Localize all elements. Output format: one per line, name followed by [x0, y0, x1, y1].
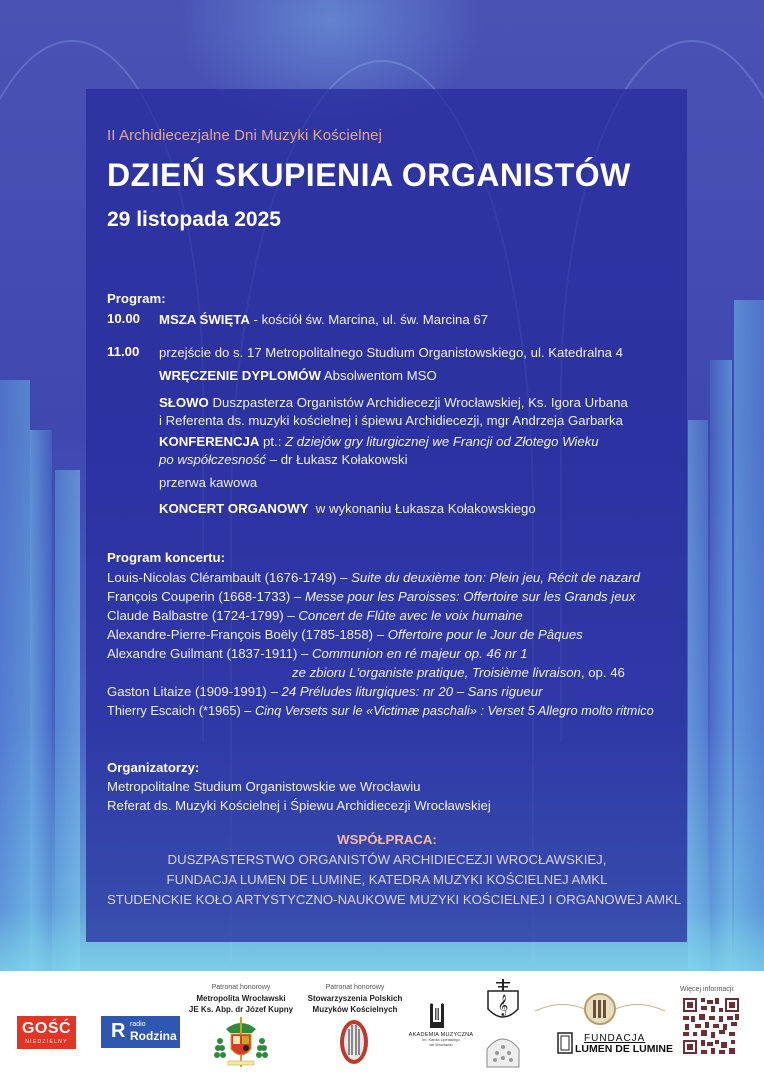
akademia-muzyczna-logo — [398, 1032, 484, 1048]
organizer-line: Referat ds. Muzyki Kościelnej i Śpiewu Archidiecezji Wrocławskiej — [107, 798, 491, 813]
patron-stowarzyszenie — [305, 982, 405, 1015]
patron-name: Metropolita Wrocławski — [196, 994, 286, 1003]
patron-label: Patronat honorowy — [211, 984, 271, 991]
program-item-text: przejście do s. 17 Metropolitalnego Studium Organistowskiego, ul. Katedralna 4 — [159, 345, 624, 360]
logo-text: FUNDACJA — [584, 1033, 646, 1044]
work-title: Suite du deuxième ton: Plein jeu, Récit de nazard — [351, 570, 640, 585]
composer: Alexandre Guilmant (1837-1911) – — [107, 646, 313, 661]
program-item-title: KONFERENCJA — [159, 434, 260, 449]
concert-item — [107, 588, 636, 606]
composer: Alexandre-Pierre-François Boëly (1785-1858) – — [107, 627, 388, 642]
logo-text: GOŚĆ — [21, 1020, 72, 1037]
patron-label: Patronat honorowy — [325, 984, 385, 991]
work-title: Cinq Versets sur le «Victimæ paschali» : Verset 5 Allegro molto ritmico — [254, 703, 654, 718]
program-time: 10.00 — [107, 311, 141, 326]
work-title: Concert de Flûte avec le voix humaine — [298, 608, 523, 623]
program-item-text: Duszpasterza Organistów Archidiecezji Wrocławskiej, Ks. Igora Urbana — [208, 395, 628, 410]
event-series: II Archidiecezjalne Dni Muzyki Kościelnej — [107, 127, 383, 144]
program-item-text: i Referenta ds. muzyki kościelnej i śpiewu Archidiecezji, mgr Andrzeja Garbarka — [159, 413, 623, 428]
program-item-text: - kościół św. Marcina, ul. św. Marcina 67 — [249, 312, 489, 327]
program-item-text: pt.: — [259, 434, 286, 449]
cooperation-section — [107, 830, 682, 910]
work-opus: , op. 46 — [580, 665, 625, 680]
qr-label: Więcej informacji: — [680, 986, 735, 993]
cooperation-line: FUNDACJA LUMEN DE LUMINE, KATEDRA MUZYKI KOŚCIELNEJ AMKL — [166, 872, 608, 887]
concert-item — [107, 645, 528, 663]
lyre-icon — [427, 1002, 447, 1032]
program-item-title: SŁOWO — [159, 395, 209, 410]
coat-of-arms-icon — [212, 1015, 270, 1071]
work-title: Offertoire pour le Jour de Pâques — [387, 627, 583, 642]
concert-program-heading: Program koncertu: — [107, 550, 225, 565]
book-icon — [557, 1032, 573, 1054]
svg-text:𝄞: 𝄞 — [497, 995, 509, 1016]
program-item-title: KONCERT ORGANOWY — [159, 501, 309, 516]
program-item-text: Absolwentom MSO — [320, 368, 437, 383]
organists-crest-icon — [485, 979, 521, 1027]
work-title: 24 Préludes liturgiques: nr 20 – Sans rigueur — [281, 684, 543, 699]
cathedral-window-icon — [485, 1031, 521, 1069]
lecture-title: po współczesność — [159, 452, 267, 467]
organ-society-emblem-icon — [339, 1019, 369, 1065]
organizers-heading: Organizatorzy: — [107, 760, 200, 775]
composer: Louis-Nicolas Clérambault (1676-1749) – — [107, 570, 352, 585]
content-panel — [86, 89, 687, 942]
concert-item-note — [292, 664, 625, 682]
lecture-speaker: – dr Łukasz Kołakowski — [266, 452, 408, 467]
lecture-title: Z dziejów gry liturgicznej we Francji od Złotego Wieku — [285, 434, 599, 449]
logo-subtext: we Wrocławiu — [429, 1043, 453, 1047]
lumen-de-lumine-emblem-icon — [530, 989, 670, 1029]
program-item-text: w wykonaniu Łukasza Kołakowskiego — [308, 501, 536, 516]
composer: Gaston Litaize (1909-1991) – — [107, 684, 282, 699]
logo-subtext: im. Karola Lipińskiego — [422, 1038, 460, 1042]
organizer-line: Metropolitalne Studium Organistowskie we Wrocławiu — [107, 779, 421, 794]
logo-subtext: NIEDZIELNY — [25, 1039, 68, 1045]
patron-name: Stowarzyszenia Polskich — [307, 994, 403, 1003]
patron-metropolita — [186, 982, 296, 1015]
program-item-title: MSZA ŚWIĘTA — [159, 312, 250, 327]
cooperation-line: STUDENCKIE KOŁO ARTYSTYCZNO-NAUKOWE MUZYKI KOŚCIELNEJ I ORGANOWEJ AMKL — [107, 892, 682, 907]
composer: Claude Balbastre (1724-1799) – — [107, 608, 299, 623]
program-item-diplomas — [159, 367, 437, 385]
cooperation-line: DUSZPASTERSTWO ORGANISTÓW ARCHIDIECEZJI WROCŁAWSKIEJ, — [167, 852, 607, 867]
concert-item — [107, 607, 523, 625]
concert-item — [107, 569, 640, 587]
program-time: 11.00 — [107, 344, 140, 359]
program-item-break: przerwa kawowa — [159, 475, 258, 490]
patron-name: Muzyków Kościelnych — [312, 1005, 398, 1014]
patron-name: JE Ks. Abp. dr Józef Kupny — [188, 1005, 294, 1014]
sponsor-footer — [0, 971, 764, 1080]
program-heading: Program: — [107, 291, 166, 306]
work-title: ze zbioru L'organiste pratique, Troisième livraison — [292, 665, 581, 680]
event-date: 29 listopada 2025 — [107, 208, 281, 231]
logo-text: LUMEN DE LUMINE — [575, 1043, 673, 1055]
program-item-concert — [159, 500, 536, 518]
event-title: DZIEŃ SKUPIENIA ORGANISTÓW — [107, 157, 631, 193]
fundacja-lumen-logo — [575, 1033, 673, 1055]
composer: François Couperin (1668-1733) – — [107, 589, 305, 604]
logo-text: AKADEMIA MUZYCZNA — [408, 1032, 474, 1038]
cooperation-heading: WSPÓŁPRACA: — [337, 832, 437, 847]
program-item-conference — [159, 433, 599, 469]
logo-subtext: radio — [130, 1021, 146, 1028]
concert-item — [107, 626, 583, 644]
composer: Thierry Escaich (*1965) – — [107, 703, 255, 718]
radio-r-icon: R — [111, 1020, 126, 1042]
logo-text: Rodzina — [130, 1029, 177, 1043]
qr-code-icon[interactable] — [683, 998, 739, 1054]
concert-item — [107, 702, 654, 720]
work-title: Communion en ré majeur op. 46 nr 1 — [312, 646, 528, 661]
gosc-niedzielny-logo — [17, 1016, 76, 1049]
program-item-word — [159, 394, 628, 430]
work-title: Messe pour les Paroisses: Offertoire sur les Grands jeux — [304, 589, 636, 604]
concert-item — [107, 683, 542, 701]
program-item-title: WRĘCZENIE DYPLOMÓW — [159, 368, 321, 383]
radio-rodzina-logo — [101, 1016, 180, 1048]
